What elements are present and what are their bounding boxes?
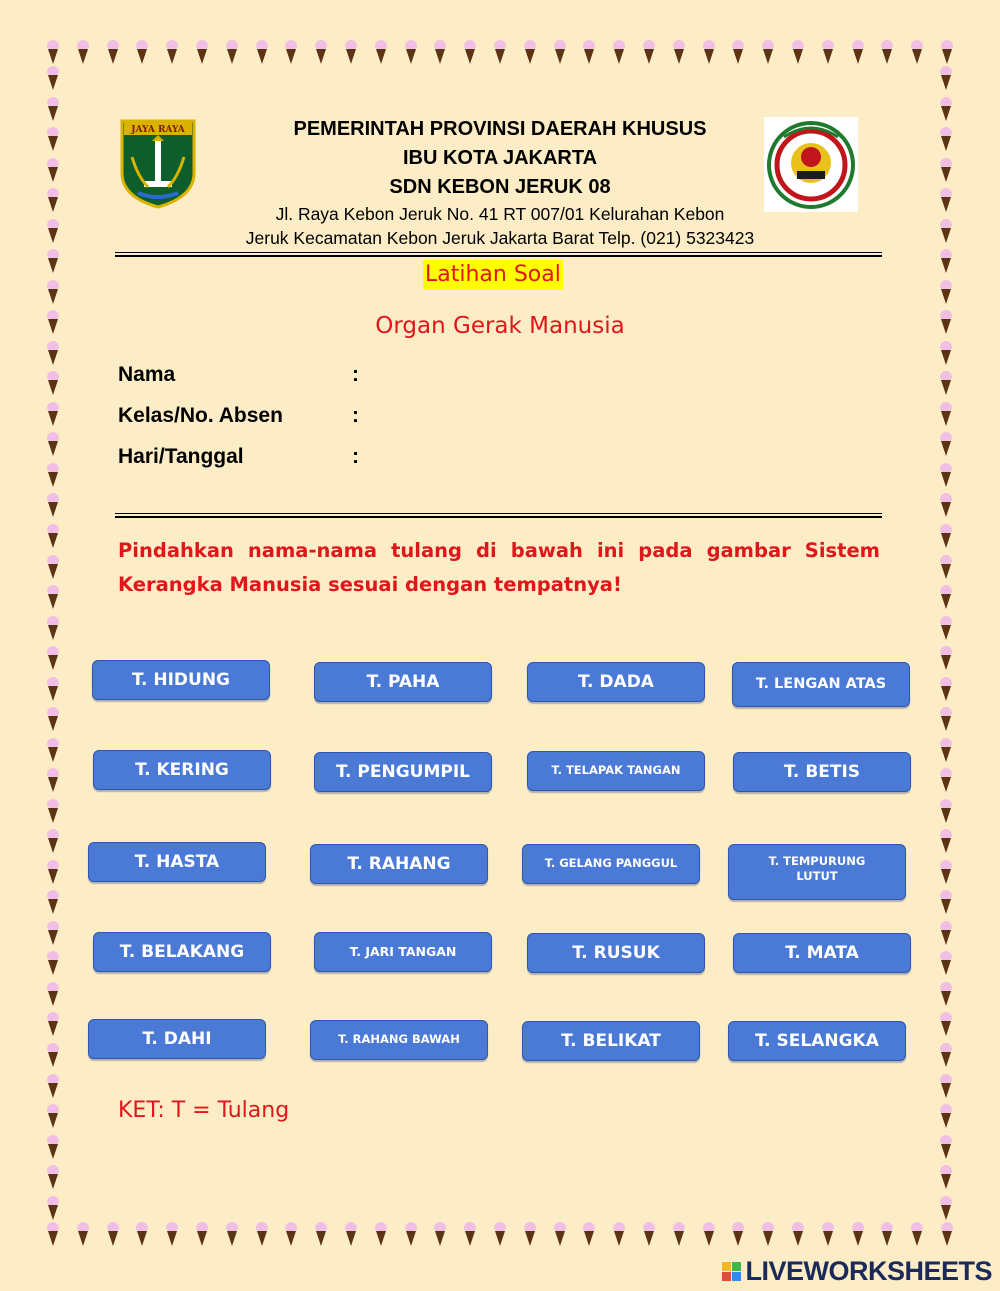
ice-cream-cone-icon — [45, 860, 61, 886]
ice-cream-cone-icon — [938, 524, 954, 550]
ice-cream-cone-icon — [760, 40, 776, 66]
ice-cream-cone-icon — [938, 585, 954, 611]
ice-cream-cone-icon — [938, 829, 954, 855]
ice-cream-cone-icon — [552, 40, 568, 66]
ice-cream-cone-icon — [581, 40, 597, 66]
ice-cream-cone-icon — [45, 1196, 61, 1222]
ice-cream-cone-icon — [938, 188, 954, 214]
ice-cream-cone-icon — [432, 40, 448, 66]
ice-cream-cone-icon — [45, 829, 61, 855]
header-divider — [115, 252, 882, 257]
ice-cream-cone-icon — [45, 1043, 61, 1069]
ice-cream-cone-icon — [432, 1222, 448, 1248]
ice-cream-cone-icon — [938, 66, 954, 92]
ice-cream-cone-icon — [938, 127, 954, 153]
ice-cream-cone-icon — [938, 707, 954, 733]
ice-cream-cone-icon — [701, 1222, 717, 1248]
ice-cream-cone-icon — [462, 40, 478, 66]
ice-cream-cone-icon — [373, 40, 389, 66]
ice-cream-cone-icon — [879, 1222, 895, 1248]
ice-cream-cone-icon — [939, 40, 955, 66]
ice-cream-cone-icon — [45, 463, 61, 489]
ice-cream-cone-icon — [730, 1222, 746, 1248]
ice-cream-cone-icon — [938, 371, 954, 397]
header-school-name: SDN KEBON JERUK 08 — [389, 176, 611, 198]
drag-tile-dahi[interactable]: T. DAHI — [88, 1019, 266, 1059]
field-colon-kelas: : — [352, 404, 359, 427]
drag-tile-dada[interactable]: T. DADA — [527, 662, 705, 702]
brand-text: LIVEWORKSHEETS — [745, 1256, 992, 1286]
drag-tile-selangka[interactable]: T. SELANGKA — [728, 1021, 906, 1061]
drag-tile-hasta[interactable]: T. HASTA — [88, 842, 266, 882]
ice-cream-cone-icon — [254, 1222, 270, 1248]
ice-cream-cone-icon — [373, 1222, 389, 1248]
ice-cream-cone-icon — [522, 40, 538, 66]
ice-cream-cone-icon — [45, 585, 61, 611]
border-top-decoration — [45, 40, 955, 66]
liveworksheets-logo-icon — [722, 1262, 741, 1281]
header-city-title: IBU KOTA JAKARTA — [402, 147, 598, 169]
ice-cream-cone-icon — [45, 1104, 61, 1130]
ice-cream-cone-icon — [938, 890, 954, 916]
worksheet-subtitle: Organ Gerak Manusia — [375, 313, 625, 339]
svg-text:JAYA RAYA: JAYA RAYA — [131, 125, 185, 135]
ice-cream-cone-icon — [938, 158, 954, 184]
ice-cream-cone-icon — [45, 646, 61, 672]
ice-cream-cone-icon — [403, 40, 419, 66]
drag-tile-paha[interactable]: T. PAHA — [314, 662, 492, 702]
ice-cream-cone-icon — [581, 1222, 597, 1248]
ice-cream-cone-icon — [75, 1222, 91, 1248]
instruction-text: Pindahkan nama-nama tulang di bawah ini pada gambar Sistem Kerangka Manusia sesuai dengan tempatnya! — [118, 539, 880, 596]
ice-cream-cone-icon — [45, 982, 61, 1008]
ice-cream-cone-icon — [790, 40, 806, 66]
ice-cream-cone-icon — [760, 1222, 776, 1248]
ice-cream-cone-icon — [45, 219, 61, 245]
ice-cream-cone-icon — [790, 1222, 806, 1248]
ice-cream-cone-icon — [938, 616, 954, 642]
ice-cream-cone-icon — [283, 40, 299, 66]
ice-cream-cone-icon — [45, 188, 61, 214]
ice-cream-cone-icon — [938, 646, 954, 672]
ice-cream-cone-icon — [701, 40, 717, 66]
ice-cream-cone-icon — [938, 1104, 954, 1130]
drag-tile-mata[interactable]: T. MATA — [733, 933, 911, 973]
drag-tile-telapak-tangan[interactable]: T. TELAPAK TANGAN — [527, 751, 705, 791]
ice-cream-cone-icon — [313, 40, 329, 66]
ice-cream-cone-icon — [938, 432, 954, 458]
ice-cream-cone-icon — [938, 493, 954, 519]
ice-cream-cone-icon — [938, 402, 954, 428]
drag-tile-hidung[interactable]: T. HIDUNG — [92, 660, 270, 700]
ice-cream-cone-icon — [134, 40, 150, 66]
ice-cream-cone-icon — [492, 1222, 508, 1248]
ice-cream-cone-icon — [552, 1222, 568, 1248]
ice-cream-cone-icon — [938, 982, 954, 1008]
drag-tile-rusuk[interactable]: T. RUSUK — [527, 933, 705, 973]
ice-cream-cone-icon — [45, 1135, 61, 1161]
ice-cream-cone-icon — [254, 40, 270, 66]
ice-cream-cone-icon — [938, 1074, 954, 1100]
drag-tile-tempurung-lutut[interactable]: T. TEMPURUNG LUTUT — [728, 844, 906, 900]
ice-cream-cone-icon — [45, 371, 61, 397]
field-colon-tanggal: : — [352, 445, 359, 468]
ice-cream-cone-icon — [938, 768, 954, 794]
ice-cream-cone-icon — [45, 524, 61, 550]
drag-tile-lengan-atas[interactable]: T. LENGAN ATAS — [732, 662, 910, 707]
ice-cream-cone-icon — [938, 677, 954, 703]
field-label-kelas: Kelas/No. Absen — [118, 404, 283, 427]
ice-cream-cone-icon — [820, 1222, 836, 1248]
drag-tile-pengumpil[interactable]: T. PENGUMPIL — [314, 752, 492, 792]
ice-cream-cone-icon — [879, 40, 895, 66]
ice-cream-cone-icon — [939, 1222, 955, 1248]
ice-cream-cone-icon — [45, 677, 61, 703]
border-left-decoration — [45, 66, 61, 1222]
ice-cream-cone-icon — [134, 1222, 150, 1248]
liveworksheets-brand — [722, 1256, 992, 1287]
ice-cream-cone-icon — [820, 40, 836, 66]
ice-cream-cone-icon — [105, 40, 121, 66]
ice-cream-cone-icon — [45, 97, 61, 123]
ice-cream-cone-icon — [938, 219, 954, 245]
field-colon-nama: : — [352, 363, 359, 386]
ice-cream-cone-icon — [611, 40, 627, 66]
ice-cream-cone-icon — [671, 1222, 687, 1248]
header-government-title: PEMERINTAH PROVINSI DAERAH KHUSUS — [293, 118, 707, 140]
ice-cream-cone-icon — [641, 40, 657, 66]
ice-cream-cone-icon — [938, 1012, 954, 1038]
ice-cream-cone-icon — [45, 493, 61, 519]
drag-tile-belikat[interactable]: T. BELIKAT — [522, 1021, 700, 1061]
drag-tile-rahang-bawah[interactable]: T. RAHANG BAWAH — [310, 1020, 488, 1060]
ice-cream-cone-icon — [45, 1165, 61, 1191]
ice-cream-cone-icon — [938, 921, 954, 947]
ice-cream-cone-icon — [730, 40, 746, 66]
drag-tile-gelang-panggul[interactable]: T. GELANG PANGGUL — [522, 844, 700, 884]
ice-cream-cone-icon — [343, 1222, 359, 1248]
ice-cream-cone-icon — [45, 1012, 61, 1038]
ice-cream-cone-icon — [909, 1222, 925, 1248]
ice-cream-cone-icon — [45, 555, 61, 581]
ice-cream-cone-icon — [45, 66, 61, 92]
ice-cream-cone-icon — [938, 341, 954, 367]
ice-cream-cone-icon — [45, 707, 61, 733]
ice-cream-cone-icon — [194, 40, 210, 66]
ice-cream-cone-icon — [492, 40, 508, 66]
ice-cream-cone-icon — [224, 40, 240, 66]
ice-cream-cone-icon — [938, 1043, 954, 1069]
jakarta-crest-logo — [118, 117, 198, 209]
ice-cream-cone-icon — [45, 738, 61, 764]
ice-cream-cone-icon — [938, 1135, 954, 1161]
ice-cream-cone-icon — [224, 1222, 240, 1248]
ice-cream-cone-icon — [938, 738, 954, 764]
ice-cream-cone-icon — [45, 249, 61, 275]
ice-cream-cone-icon — [45, 158, 61, 184]
ice-cream-cone-icon — [462, 1222, 478, 1248]
ice-cream-cone-icon — [194, 1222, 210, 1248]
ice-cream-cone-icon — [611, 1222, 627, 1248]
border-bottom-decoration — [45, 1222, 955, 1248]
ice-cream-cone-icon — [164, 1222, 180, 1248]
ice-cream-cone-icon — [938, 860, 954, 886]
ice-cream-cone-icon — [313, 1222, 329, 1248]
ice-cream-cone-icon — [938, 97, 954, 123]
drag-tile-jari-tangan[interactable]: T. JARI TANGAN — [314, 932, 492, 972]
ice-cream-cone-icon — [45, 1074, 61, 1100]
ice-cream-cone-icon — [45, 432, 61, 458]
ice-cream-cone-icon — [45, 40, 61, 66]
ice-cream-cone-icon — [45, 280, 61, 306]
ice-cream-cone-icon — [938, 1165, 954, 1191]
section-divider — [115, 513, 882, 518]
field-label-tanggal: Hari/Tanggal — [118, 445, 244, 468]
ice-cream-cone-icon — [938, 951, 954, 977]
ice-cream-cone-icon — [343, 40, 359, 66]
ice-cream-cone-icon — [45, 341, 61, 367]
ice-cream-cone-icon — [938, 1196, 954, 1222]
field-label-nama: Nama — [118, 363, 176, 386]
ice-cream-cone-icon — [45, 127, 61, 153]
ice-cream-cone-icon — [45, 768, 61, 794]
drag-tile-kering[interactable]: T. KERING — [93, 750, 271, 790]
legend-note: KET: T = Tulang — [118, 1098, 290, 1123]
ice-cream-cone-icon — [164, 40, 180, 66]
ice-cream-cone-icon — [105, 1222, 121, 1248]
ice-cream-cone-icon — [850, 40, 866, 66]
ice-cream-cone-icon — [283, 1222, 299, 1248]
ice-cream-cone-icon — [938, 463, 954, 489]
ice-cream-cone-icon — [850, 1222, 866, 1248]
header-address-line-1: Jl. Raya Kebon Jeruk No. 41 RT 007/01 Kelurahan Kebon — [275, 204, 725, 224]
ice-cream-cone-icon — [403, 1222, 419, 1248]
header-address-line-2: Jeruk Kecamatan Kebon Jeruk Jakarta Barat Telp. (021) 5323423 — [245, 228, 755, 248]
border-right-decoration — [938, 66, 954, 1222]
ice-cream-cone-icon — [45, 1222, 61, 1248]
drag-tile-betis[interactable]: T. BETIS — [733, 752, 911, 792]
ice-cream-cone-icon — [45, 890, 61, 916]
ice-cream-cone-icon — [938, 555, 954, 581]
ice-cream-cone-icon — [522, 1222, 538, 1248]
ice-cream-cone-icon — [938, 280, 954, 306]
drag-tile-rahang[interactable]: T. RAHANG — [310, 844, 488, 884]
ice-cream-cone-icon — [75, 40, 91, 66]
ice-cream-cone-icon — [45, 921, 61, 947]
ice-cream-cone-icon — [641, 1222, 657, 1248]
ice-cream-cone-icon — [909, 40, 925, 66]
drag-tile-belakang[interactable]: T. BELAKANG — [93, 932, 271, 972]
worksheet-title: Latihan Soal — [423, 260, 563, 290]
ice-cream-cone-icon — [45, 951, 61, 977]
ice-cream-cone-icon — [671, 40, 687, 66]
ice-cream-cone-icon — [45, 799, 61, 825]
ice-cream-cone-icon — [938, 249, 954, 275]
ice-cream-cone-icon — [45, 402, 61, 428]
ice-cream-cone-icon — [938, 799, 954, 825]
ice-cream-cone-icon — [45, 616, 61, 642]
